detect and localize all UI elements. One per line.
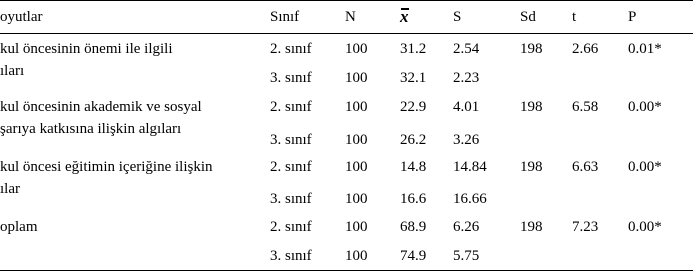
t-cell: 6.58 [572, 99, 599, 115]
n-cell: 100 [345, 70, 368, 86]
dimension-cell [0, 38, 255, 82]
df-cell: 198 [520, 99, 543, 115]
class-cell: 2. sınıf [270, 159, 312, 175]
n-cell: 100 [345, 248, 368, 264]
n-cell: 100 [345, 191, 368, 207]
class-cell: 2. sınıf [270, 99, 312, 115]
table-bottom-rule [0, 270, 693, 271]
header-p: P [628, 9, 637, 25]
header-sd: S [453, 9, 462, 25]
sd-cell: 2.54 [453, 41, 480, 57]
header-t: t [572, 9, 577, 25]
p-cell: 0.00* [628, 219, 662, 235]
mean-cell: 68.9 [400, 219, 427, 235]
df-cell: 198 [520, 159, 543, 175]
sd-cell: 6.26 [453, 219, 480, 235]
class-cell: 3. sınıf [270, 248, 312, 264]
df-cell: 198 [520, 41, 543, 57]
sd-cell: 5.75 [453, 248, 480, 264]
dimension-line-2: ıları [0, 63, 25, 79]
t-cell: 6.63 [572, 159, 599, 175]
sd-cell: 16.66 [453, 191, 487, 207]
n-cell: 100 [345, 41, 368, 57]
p-cell: 0.01* [628, 41, 662, 57]
class-cell: 2. sınıf [270, 219, 312, 235]
header-df: Sd [520, 9, 536, 25]
header-rule [0, 33, 693, 34]
mean-cell: 22.9 [400, 99, 427, 115]
header-mean: x [400, 7, 409, 26]
p-cell: 0.00* [628, 159, 662, 175]
dimension-cell [0, 156, 255, 200]
class-cell: 3. sınıf [270, 191, 312, 207]
n-cell: 100 [345, 219, 368, 235]
sd-cell: 2.23 [453, 70, 480, 86]
class-cell: 3. sınıf [270, 132, 312, 148]
dimension-line-1: kul öncesinin önemi ile ilgili [0, 41, 173, 57]
mean-cell: 74.9 [400, 248, 427, 264]
n-cell: 100 [345, 99, 368, 115]
dimension-cell [0, 96, 255, 140]
dimension-line-2: ılar [0, 181, 20, 197]
dimension-cell: oplam [0, 219, 38, 235]
mean-cell: 16.6 [400, 191, 427, 207]
header-class: Sınıf [270, 9, 300, 25]
p-cell: 0.00* [628, 99, 662, 115]
header-n: N [345, 9, 356, 25]
mean-cell: 31.2 [400, 41, 427, 57]
dimension-line-1: kul öncesinin akademik ve sosyal [0, 99, 202, 115]
mean-cell: 14.8 [400, 159, 427, 175]
mean-cell: 26.2 [400, 132, 427, 148]
dimension-line-1: kul öncesi eğitimin içeriğine ilişkin [0, 159, 213, 175]
n-cell: 100 [345, 132, 368, 148]
n-cell: 100 [345, 159, 368, 175]
sd-cell: 4.01 [453, 99, 480, 115]
sd-cell: 14.84 [453, 159, 487, 175]
class-cell: 2. sınıf [270, 41, 312, 57]
table-top-rule [0, 0, 693, 1]
mean-cell: 32.1 [400, 70, 427, 86]
df-cell: 198 [520, 219, 543, 235]
t-cell: 2.66 [572, 41, 599, 57]
header-dimension: oyutlar [0, 9, 43, 25]
sd-cell: 3.26 [453, 132, 480, 148]
dimension-line-2: şarıya katkısına ilişkin algıları [0, 121, 182, 137]
class-cell: 3. sınıf [270, 70, 312, 86]
t-cell: 7.23 [572, 219, 599, 235]
